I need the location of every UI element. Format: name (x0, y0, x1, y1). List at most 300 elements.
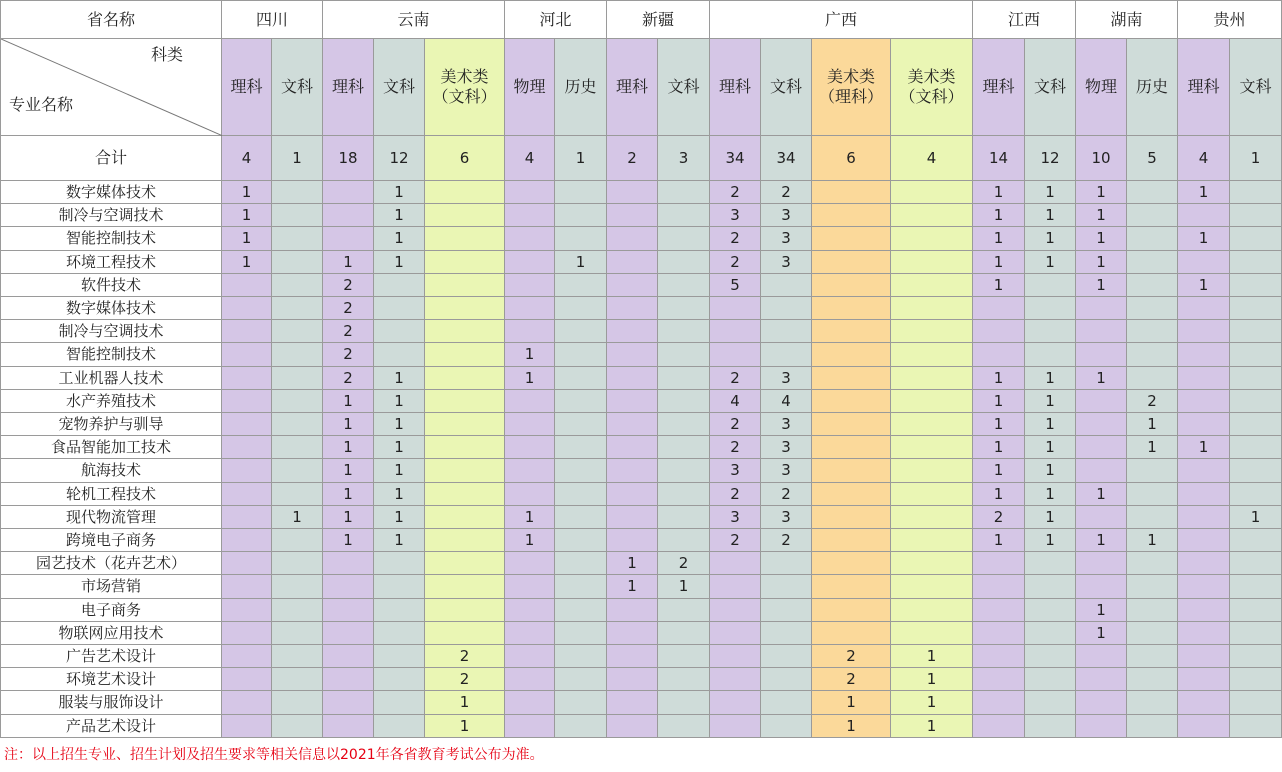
plan-count-cell (710, 668, 761, 691)
plan-count-cell (1178, 367, 1230, 390)
column-header-line: 文科 (1033, 77, 1066, 96)
plan-count-cell (891, 622, 973, 645)
province-header-label: 省名称 (0, 0, 222, 39)
plan-count-cell (1127, 552, 1178, 575)
plan-count-cell (658, 459, 710, 483)
plan-count-cell (812, 552, 891, 575)
plan-count-cell (761, 668, 812, 691)
plan-count-cell (812, 599, 891, 622)
plan-count-cell (272, 436, 323, 459)
plan-count-cell (555, 390, 607, 413)
plan-count-cell (607, 668, 658, 691)
plan-count-cell (1127, 320, 1178, 343)
plan-count-cell (1127, 367, 1178, 390)
plan-count-cell: 3 (710, 506, 761, 529)
plan-count-cell (1178, 552, 1230, 575)
plan-count-cell (272, 645, 323, 668)
plan-count-cell (505, 622, 555, 645)
province-name: 新疆 (607, 0, 710, 39)
column-header (374, 39, 425, 136)
plan-count-cell (1025, 575, 1076, 599)
plan-count-cell (1178, 529, 1230, 552)
plan-count-cell (891, 204, 973, 227)
plan-count-cell (222, 459, 272, 483)
plan-count-cell (658, 204, 710, 227)
plan-count-cell (222, 274, 272, 297)
province-name: 河北 (505, 0, 607, 39)
plan-count-cell (658, 529, 710, 552)
plan-count-cell: 1 (1178, 274, 1230, 297)
plan-count-cell (658, 715, 710, 738)
major-name: 制冷与空调技术 (0, 204, 222, 227)
plan-count-cell (1230, 668, 1282, 691)
plan-count-cell: 1 (973, 483, 1025, 506)
plan-count-cell (374, 715, 425, 738)
plan-count-cell (555, 459, 607, 483)
plan-count-cell (1025, 645, 1076, 668)
corner-header-cell (0, 39, 222, 136)
plan-count-cell (607, 506, 658, 529)
plan-count-cell (222, 691, 272, 715)
column-header-line: （文科） (432, 87, 497, 106)
column-header-line: 文科 (382, 77, 415, 96)
plan-count-cell (1127, 691, 1178, 715)
plan-count-cell: 1 (374, 506, 425, 529)
plan-count-cell (555, 668, 607, 691)
plan-count-cell (812, 274, 891, 297)
major-name: 电子商务 (0, 599, 222, 622)
plan-count-cell (1230, 297, 1282, 320)
plan-count-cell (973, 552, 1025, 575)
plan-count-cell: 2 (973, 506, 1025, 529)
plan-count-cell: 1 (1127, 529, 1178, 552)
plan-count-cell: 1 (973, 413, 1025, 436)
total-cell: 6 (425, 136, 505, 181)
plan-count-cell (425, 297, 505, 320)
plan-count-cell: 1 (1230, 506, 1282, 529)
plan-count-cell (1025, 691, 1076, 715)
plan-count-cell (425, 529, 505, 552)
plan-count-cell (272, 622, 323, 645)
plan-count-cell (973, 297, 1025, 320)
plan-count-cell (607, 715, 658, 738)
plan-count-cell: 2 (323, 297, 374, 320)
plan-count-cell (1025, 297, 1076, 320)
plan-count-cell (425, 227, 505, 251)
plan-count-cell (555, 529, 607, 552)
plan-count-cell (658, 506, 710, 529)
plan-count-cell (555, 645, 607, 668)
total-cell: 3 (658, 136, 710, 181)
plan-count-cell: 3 (710, 459, 761, 483)
plan-count-cell (973, 622, 1025, 645)
plan-count-cell: 3 (761, 506, 812, 529)
plan-count-cell: 1 (1076, 181, 1127, 204)
plan-count-cell (1025, 668, 1076, 691)
plan-count-cell: 2 (710, 367, 761, 390)
plan-count-cell (374, 622, 425, 645)
column-header (1025, 39, 1076, 136)
plan-count-cell: 1 (1025, 227, 1076, 251)
column-header-line: 物理 (1084, 77, 1117, 96)
plan-count-cell: 1 (973, 367, 1025, 390)
plan-count-cell (425, 483, 505, 506)
plan-count-cell: 1 (1025, 367, 1076, 390)
column-header (272, 39, 323, 136)
column-header (1076, 39, 1127, 136)
major-name: 广告艺术设计 (0, 645, 222, 668)
plan-count-cell (1178, 251, 1230, 274)
plan-count-cell (607, 367, 658, 390)
plan-count-cell (323, 181, 374, 204)
plan-count-cell: 3 (761, 436, 812, 459)
plan-count-cell (323, 227, 374, 251)
plan-count-cell (374, 575, 425, 599)
plan-count-cell (1025, 274, 1076, 297)
plan-count-cell: 1 (1127, 436, 1178, 459)
plan-count-cell: 1 (222, 204, 272, 227)
plan-count-cell (272, 691, 323, 715)
plan-count-cell (272, 251, 323, 274)
plan-count-cell: 1 (973, 227, 1025, 251)
plan-count-cell (505, 645, 555, 668)
plan-count-cell: 1 (505, 367, 555, 390)
plan-count-cell: 1 (1076, 367, 1127, 390)
plan-count-cell: 1 (812, 715, 891, 738)
plan-count-cell (607, 599, 658, 622)
plan-count-cell: 1 (891, 645, 973, 668)
plan-count-cell (1230, 483, 1282, 506)
plan-count-cell (555, 181, 607, 204)
plan-count-cell (658, 599, 710, 622)
plan-count-cell (555, 204, 607, 227)
plan-count-cell: 1 (1076, 483, 1127, 506)
plan-count-cell (505, 320, 555, 343)
plan-count-cell (710, 715, 761, 738)
plan-count-cell (425, 413, 505, 436)
plan-count-cell (1178, 343, 1230, 367)
plan-count-cell (1178, 622, 1230, 645)
column-header-line: 理科 (982, 77, 1015, 96)
plan-count-cell (1025, 622, 1076, 645)
plan-count-cell: 1 (374, 204, 425, 227)
plan-count-cell (1230, 227, 1282, 251)
plan-count-cell (272, 459, 323, 483)
province-name: 四川 (222, 0, 323, 39)
plan-count-cell: 1 (607, 552, 658, 575)
plan-count-cell: 2 (710, 251, 761, 274)
plan-count-cell (812, 506, 891, 529)
plan-count-cell (272, 181, 323, 204)
plan-count-cell (1127, 483, 1178, 506)
plan-count-cell (272, 204, 323, 227)
plan-count-cell (425, 436, 505, 459)
plan-count-cell: 1 (222, 181, 272, 204)
plan-count-cell (323, 622, 374, 645)
plan-count-cell (272, 390, 323, 413)
plan-count-cell (555, 622, 607, 645)
total-cell: 14 (973, 136, 1025, 181)
total-cell: 34 (761, 136, 812, 181)
plan-count-cell (555, 413, 607, 436)
plan-count-cell (1127, 645, 1178, 668)
plan-count-cell (891, 413, 973, 436)
plan-count-cell (222, 622, 272, 645)
column-header-line: （理科） (818, 87, 883, 106)
plan-count-cell (1178, 297, 1230, 320)
plan-count-cell (222, 715, 272, 738)
plan-count-cell: 1 (1025, 506, 1076, 529)
plan-count-cell: 2 (761, 529, 812, 552)
plan-count-cell (505, 181, 555, 204)
total-cell: 34 (710, 136, 761, 181)
plan-count-cell (505, 274, 555, 297)
plan-count-cell (374, 599, 425, 622)
total-cell: 10 (1076, 136, 1127, 181)
plan-count-cell (505, 204, 555, 227)
plan-count-cell (1178, 320, 1230, 343)
plan-count-cell: 1 (323, 436, 374, 459)
plan-count-cell: 1 (505, 529, 555, 552)
plan-count-cell (1178, 390, 1230, 413)
total-row-label: 合计 (0, 136, 222, 181)
plan-count-cell: 1 (1076, 204, 1127, 227)
column-header-line: 文科 (1239, 77, 1272, 96)
plan-count-cell: 1 (1076, 274, 1127, 297)
major-name: 现代物流管理 (0, 506, 222, 529)
plan-count-cell (1230, 367, 1282, 390)
plan-count-cell (607, 436, 658, 459)
plan-count-cell (1230, 691, 1282, 715)
major-name: 环境艺术设计 (0, 668, 222, 691)
plan-count-cell (1127, 575, 1178, 599)
plan-count-cell: 1 (891, 691, 973, 715)
plan-count-cell (812, 297, 891, 320)
total-cell: 12 (1025, 136, 1076, 181)
column-header (222, 39, 272, 136)
plan-count-cell (555, 436, 607, 459)
plan-count-cell (1230, 390, 1282, 413)
plan-count-cell (1127, 297, 1178, 320)
plan-count-cell: 3 (761, 459, 812, 483)
total-cell: 18 (323, 136, 374, 181)
plan-count-cell (891, 297, 973, 320)
plan-count-cell (505, 390, 555, 413)
plan-count-cell: 1 (891, 668, 973, 691)
plan-count-cell: 1 (1025, 204, 1076, 227)
plan-count-cell (710, 320, 761, 343)
plan-count-cell (1178, 506, 1230, 529)
plan-count-cell (323, 668, 374, 691)
column-header (812, 39, 891, 136)
plan-count-cell (607, 204, 658, 227)
plan-count-cell (1076, 668, 1127, 691)
plan-count-cell: 2 (658, 552, 710, 575)
plan-count-cell: 1 (323, 390, 374, 413)
plan-count-cell (1178, 204, 1230, 227)
plan-count-cell (555, 367, 607, 390)
plan-count-cell (505, 459, 555, 483)
plan-count-cell (1076, 552, 1127, 575)
plan-count-cell: 1 (891, 715, 973, 738)
plan-count-cell (812, 343, 891, 367)
plan-count-cell (1230, 204, 1282, 227)
plan-count-cell (891, 506, 973, 529)
plan-count-cell (555, 691, 607, 715)
column-header (761, 39, 812, 136)
plan-count-cell (891, 483, 973, 506)
plan-count-cell (425, 181, 505, 204)
plan-count-cell (555, 599, 607, 622)
plan-count-cell: 3 (761, 251, 812, 274)
province-name: 广西 (710, 0, 973, 39)
plan-count-cell (891, 367, 973, 390)
plan-count-cell (1178, 668, 1230, 691)
column-header-line: 理科 (230, 77, 263, 96)
plan-count-cell: 1 (1025, 181, 1076, 204)
plan-count-cell: 1 (374, 227, 425, 251)
footnote: 注：以上招生专业、招生计划及招生要求等相关信息以2021年各省教育考试公布为准。 (4, 747, 544, 763)
plan-count-cell (555, 483, 607, 506)
plan-count-cell (973, 599, 1025, 622)
plan-count-cell: 1 (374, 181, 425, 204)
major-name: 数字媒体技术 (0, 181, 222, 204)
plan-count-cell (761, 552, 812, 575)
plan-count-cell (425, 622, 505, 645)
plan-count-cell: 1 (374, 251, 425, 274)
plan-count-cell: 1 (812, 691, 891, 715)
plan-count-cell (222, 552, 272, 575)
plan-count-cell (222, 645, 272, 668)
plan-count-cell (374, 297, 425, 320)
plan-count-cell: 2 (710, 436, 761, 459)
plan-count-cell: 2 (323, 367, 374, 390)
plan-count-cell (812, 251, 891, 274)
plan-count-cell (272, 575, 323, 599)
plan-count-cell (761, 715, 812, 738)
plan-count-cell (1127, 204, 1178, 227)
plan-count-cell (658, 483, 710, 506)
plan-count-cell (222, 599, 272, 622)
plan-count-cell (812, 483, 891, 506)
plan-count-cell (505, 483, 555, 506)
plan-count-cell (1127, 251, 1178, 274)
plan-count-cell: 1 (222, 251, 272, 274)
plan-count-cell: 1 (555, 251, 607, 274)
plan-count-cell (1076, 343, 1127, 367)
plan-count-cell (505, 668, 555, 691)
plan-count-cell (973, 320, 1025, 343)
major-name: 物联网应用技术 (0, 622, 222, 645)
plan-count-cell (812, 459, 891, 483)
column-header (891, 39, 973, 136)
plan-count-cell: 2 (812, 645, 891, 668)
plan-count-cell (425, 343, 505, 367)
column-header-line: 美术类 (826, 67, 875, 86)
plan-count-cell (891, 181, 973, 204)
plan-count-cell: 1 (1076, 599, 1127, 622)
plan-count-cell: 2 (323, 343, 374, 367)
plan-count-cell (658, 622, 710, 645)
plan-count-cell (607, 413, 658, 436)
plan-count-cell: 5 (710, 274, 761, 297)
plan-count-cell: 1 (323, 413, 374, 436)
plan-count-cell (973, 575, 1025, 599)
column-header (658, 39, 710, 136)
plan-count-cell (973, 645, 1025, 668)
major-name: 水产养殖技术 (0, 390, 222, 413)
corner-major-label: 专业名称 (9, 95, 74, 114)
plan-count-cell (1076, 436, 1127, 459)
plan-count-cell (607, 343, 658, 367)
province-name: 云南 (323, 0, 505, 39)
plan-count-cell: 2 (761, 483, 812, 506)
plan-count-cell (1178, 645, 1230, 668)
major-name: 工业机器人技术 (0, 367, 222, 390)
plan-count-cell (1076, 575, 1127, 599)
total-cell: 6 (812, 136, 891, 181)
plan-count-cell (891, 459, 973, 483)
plan-count-cell (658, 436, 710, 459)
major-name: 宠物养护与驯导 (0, 413, 222, 436)
plan-count-cell (1230, 251, 1282, 274)
plan-count-cell (658, 343, 710, 367)
plan-count-cell: 1 (1025, 529, 1076, 552)
plan-count-cell (222, 343, 272, 367)
plan-count-cell (555, 343, 607, 367)
plan-count-cell (1178, 459, 1230, 483)
plan-count-cell (222, 483, 272, 506)
major-name: 跨境电子商务 (0, 529, 222, 552)
plan-count-cell: 1 (505, 506, 555, 529)
major-name: 智能控制技术 (0, 227, 222, 251)
corner-category-label: 科类 (151, 45, 184, 64)
plan-count-cell (1230, 181, 1282, 204)
plan-count-cell (710, 622, 761, 645)
column-header-line: 理科 (615, 77, 648, 96)
plan-count-cell (425, 251, 505, 274)
plan-count-cell (425, 459, 505, 483)
plan-count-cell: 1 (323, 483, 374, 506)
column-header-line: 美术类 (440, 67, 489, 86)
total-cell: 4 (222, 136, 272, 181)
plan-count-cell (1076, 715, 1127, 738)
plan-count-cell (1127, 343, 1178, 367)
plan-count-cell: 1 (374, 367, 425, 390)
plan-count-cell (1178, 691, 1230, 715)
column-header-line: 理科 (331, 77, 364, 96)
plan-count-cell (973, 715, 1025, 738)
plan-count-cell (607, 529, 658, 552)
total-cell: 1 (1230, 136, 1282, 181)
plan-count-cell (1025, 320, 1076, 343)
plan-count-cell (891, 274, 973, 297)
plan-count-cell (607, 691, 658, 715)
plan-count-cell (1025, 343, 1076, 367)
plan-count-cell (607, 274, 658, 297)
column-header (710, 39, 761, 136)
plan-count-cell (1076, 645, 1127, 668)
total-cell: 1 (272, 136, 323, 181)
plan-count-cell (425, 320, 505, 343)
plan-count-cell (505, 297, 555, 320)
plan-count-cell (1230, 343, 1282, 367)
plan-count-cell (425, 506, 505, 529)
plan-count-cell: 1 (1025, 251, 1076, 274)
plan-count-cell (272, 529, 323, 552)
plan-count-cell (812, 204, 891, 227)
plan-count-cell: 2 (323, 320, 374, 343)
